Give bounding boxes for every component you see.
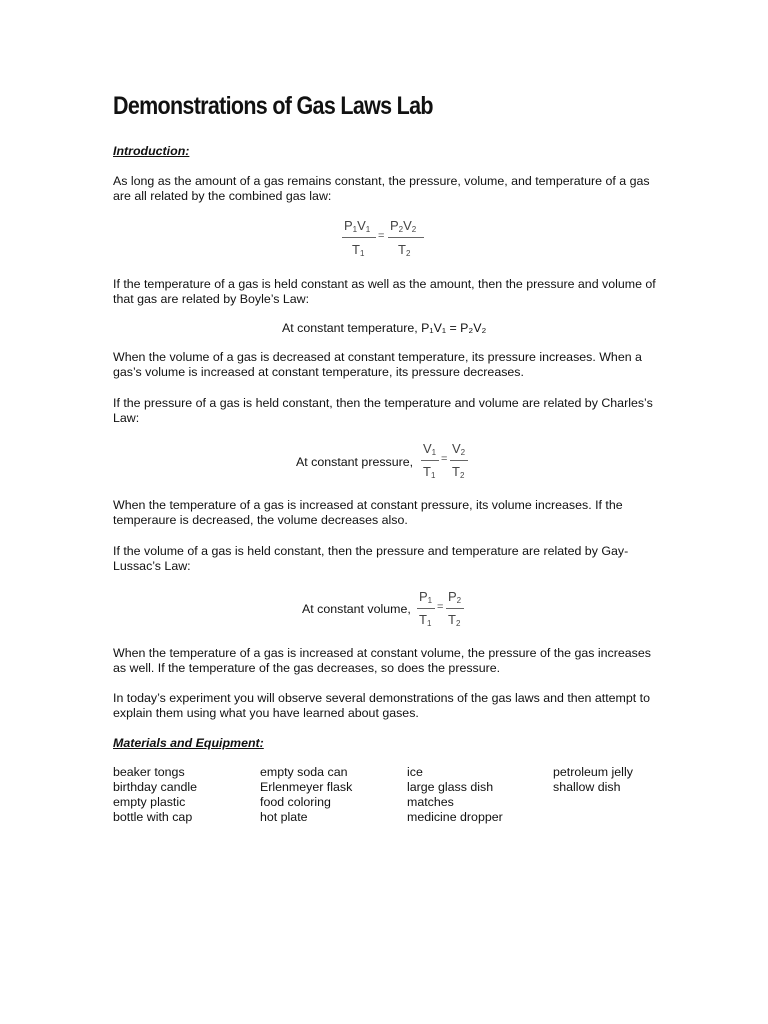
- combined-denominator-left: $T_1$: [352, 242, 365, 258]
- combined-numerator-right: $P_2V_2$: [390, 218, 417, 234]
- combined-numerator-left: $P_1V_1$: [344, 218, 371, 234]
- paragraph-gay-lussac-explanation: When the temperature of a gas is increased at constant volume, the pressure of the gas increases as well. If the temperature of the gas decreases, so does the pressure.: [113, 646, 651, 675]
- material-item: matches: [407, 795, 454, 809]
- material-item: birthday candle: [113, 780, 198, 794]
- material-item: bottle with cap: [113, 810, 193, 824]
- material-item: petroleum jelly: [553, 765, 633, 779]
- materials-column-4: [553, 765, 633, 795]
- material-item: large glass dish: [407, 780, 494, 794]
- material-item: ice: [407, 765, 423, 779]
- materials-heading: Materials and Equipment:: [113, 736, 264, 750]
- paragraph-gay-lussac-intro: If the volume of a gas is held constant, then the pressure and temperature are related by Gay-Lussac’s Law:: [113, 544, 629, 573]
- paragraph-intro: As long as the amount of a gas remains constant, the pressure, volume, and temperature of a gas are all related by the combined gas law:: [113, 174, 650, 203]
- material-item: beaker tongs: [113, 765, 185, 779]
- equals-sign: =: [378, 230, 385, 242]
- paragraph-boyle-intro: If the temperature of a gas is held constant as well as the amount, then the pressure and volume of that gas are related by Boyle’s Law:: [113, 277, 656, 306]
- combined-denominator-right: $T_2$: [398, 242, 411, 258]
- introduction-heading: Introduction:: [113, 144, 190, 158]
- materials-column-1: [113, 765, 197, 825]
- material-item: shallow dish: [553, 780, 621, 794]
- gay-lussac-law-equation: $P_1$ $T_1$ = $P_2$ $T_2$: [416, 589, 476, 633]
- material-item: empty soda can: [260, 765, 348, 779]
- materials-column-3: [407, 765, 503, 825]
- paragraph-experiment: In today’s experiment you will observe several demonstrations of the gas laws and then attempt to explain them using what you have learned about gases.: [113, 691, 650, 720]
- combined-gas-law-equation: [340, 218, 430, 262]
- material-item: Erlenmeyer flask: [260, 780, 353, 794]
- material-item: empty plastic: [113, 795, 186, 809]
- charles-law-label: At constant pressure,: [296, 455, 414, 469]
- paragraph-charles-intro: If the pressure of a gas is held constant, then the temperature and volume are related by Charles’s Law:: [113, 396, 653, 425]
- boyles-law-equation: At constant temperature, P₁V₁ = P₂V₂: [282, 321, 487, 335]
- material-item: hot plate: [260, 810, 308, 824]
- materials-column-2: [260, 765, 352, 825]
- material-item: medicine dropper: [407, 810, 503, 824]
- paragraph-charles-explanation: When the temperature of a gas is increased at constant pressure, its volume increases. If the temperaure is decreased, the volume decreases also.: [113, 498, 623, 527]
- page-title: Demonstrations of Gas Laws Lab: [113, 92, 433, 120]
- paragraph-boyle-explanation: When the volume of a gas is decreased at constant temperature, its pressure increases. When a gas’s volume is increased at constant temperature, its pressure decreases.: [113, 350, 642, 379]
- gay-lussac-law-label: At constant volume,: [302, 602, 411, 616]
- charles-law-equation: $V_1$ $T_1$ = $V_2$ $T_2$: [420, 441, 480, 485]
- material-item: food coloring: [260, 795, 331, 809]
